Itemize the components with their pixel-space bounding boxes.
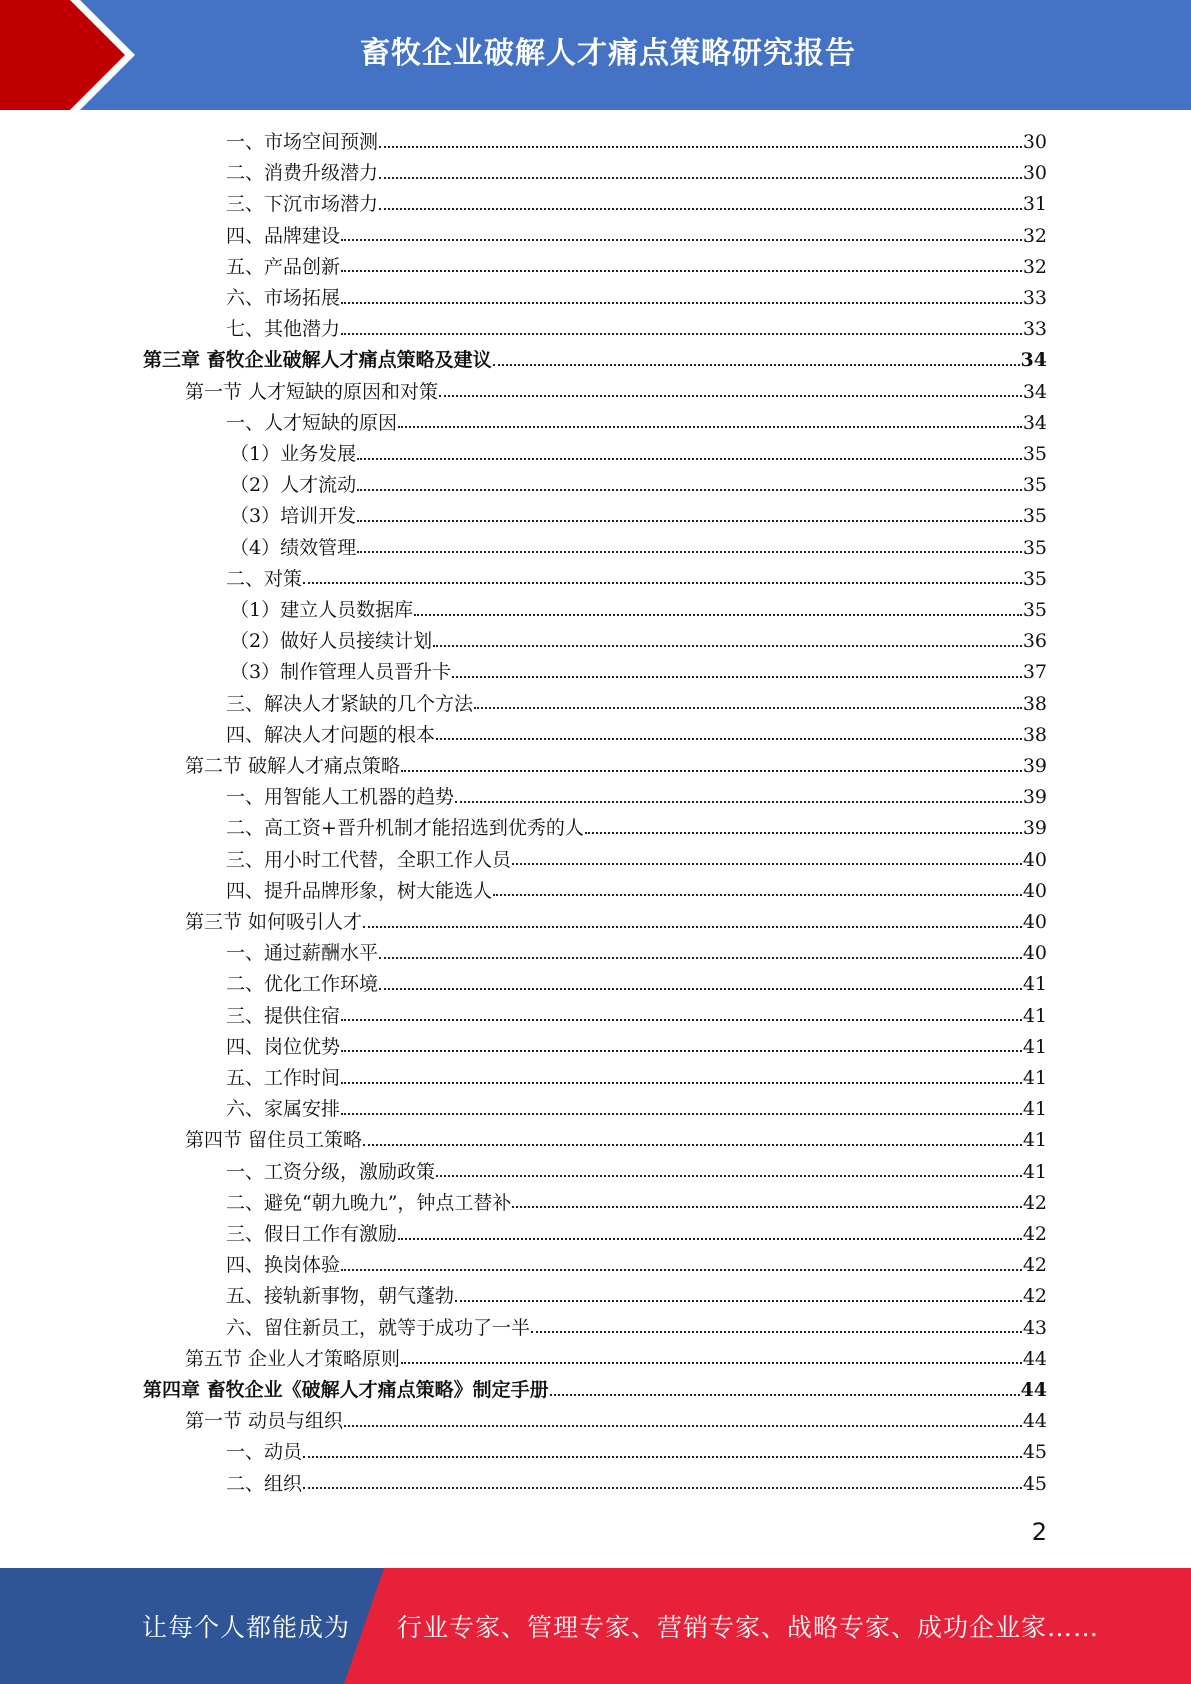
footer-slogan-right: 行业专家、管理专家、营销专家、战略专家、成功企业家…… xyxy=(397,1613,1100,1642)
toc-dot-leader xyxy=(436,1174,1022,1177)
toc-entry[interactable] xyxy=(226,222,1047,250)
toc-entry[interactable] xyxy=(226,1064,1047,1092)
toc-entry-title: 二、优化工作环境 xyxy=(226,973,379,996)
toc-entry-title: 一、用智能人工机器的趋势 xyxy=(226,786,455,809)
toc-dot-leader xyxy=(550,1393,1020,1396)
toc-entry-title: 五、接轨新事物，朝气蓬勃 xyxy=(226,1285,455,1308)
toc-entry-page: 42 xyxy=(1022,1254,1047,1277)
toc-entry[interactable] xyxy=(230,627,1047,655)
toc-entry-title: 第三章 畜牧企业破解人才痛点策略及建议 xyxy=(143,349,492,372)
toc-entry-title: 一、通过薪酬水平 xyxy=(226,942,379,965)
toc-dot-leader xyxy=(341,238,1022,241)
toc-entry-title: 第二节 破解人才痛点策略 xyxy=(185,755,401,777)
toc-entry[interactable] xyxy=(226,846,1047,874)
toc-entry-page: 42 xyxy=(1022,1285,1047,1308)
toc-entry-title: 六、家属安排 xyxy=(226,1098,341,1121)
toc-entry[interactable] xyxy=(226,1438,1047,1466)
toc-dot-leader xyxy=(344,1424,1022,1427)
toc-entry[interactable] xyxy=(226,939,1047,967)
toc-entry[interactable] xyxy=(226,721,1047,749)
toc-entry-title: 三、提供住宿 xyxy=(226,1004,341,1027)
toc-entry-page: 41 xyxy=(1022,1160,1047,1183)
toc-dot-leader xyxy=(452,675,1022,678)
toc-entry-title: 七、其他潜力 xyxy=(226,318,341,341)
toc-entry-page: 44 xyxy=(1022,1347,1047,1370)
toc-entry-title: 二、对策 xyxy=(226,567,303,590)
toc-entry[interactable] xyxy=(226,253,1047,281)
toc-entry-title: 一、动员 xyxy=(226,1441,303,1464)
toc-entry[interactable] xyxy=(226,128,1047,156)
toc-dot-leader xyxy=(303,581,1022,584)
toc-entry[interactable] xyxy=(230,471,1047,499)
toc-entry-page: 44 xyxy=(1020,1379,1047,1401)
toc-entry-page: 35 xyxy=(1022,505,1047,528)
toc-entry[interactable] xyxy=(230,596,1047,624)
toc-entry-title: 三、假日工作有激励 xyxy=(226,1223,398,1245)
toc-dot-leader xyxy=(414,613,1022,616)
toc-entry[interactable] xyxy=(226,159,1047,187)
toc-entry-title: 第四节 留住员工策略 xyxy=(185,1129,363,1152)
document-title: 畜牧企业破解人才痛点策略研究报告 xyxy=(360,36,856,71)
toc-entry-page: 41 xyxy=(1022,1004,1047,1027)
toc-entry-title: （3）培训开发 xyxy=(230,505,357,528)
toc-dot-leader xyxy=(303,1455,1022,1458)
toc-entry[interactable] xyxy=(185,1345,1047,1373)
toc-entry[interactable] xyxy=(226,1158,1047,1186)
toc-entry-page: 41 xyxy=(1022,1067,1047,1089)
toc-dot-leader xyxy=(436,737,1022,740)
toc-dot-leader xyxy=(401,769,1022,772)
toc-entry-page: 35 xyxy=(1022,536,1047,559)
toc-entry-title: 一、人才短缺的原因 xyxy=(226,411,398,434)
toc-dot-leader xyxy=(341,1049,1022,1052)
toc-entry-page: 32 xyxy=(1022,255,1047,278)
toc-entry-page: 38 xyxy=(1022,692,1047,715)
toc-entry[interactable] xyxy=(226,814,1047,842)
toc-entry[interactable] xyxy=(226,284,1047,312)
toc-dot-leader xyxy=(341,301,1022,304)
toc-dot-leader xyxy=(357,488,1022,491)
toc-entry-title: （4）绩效管理 xyxy=(230,536,357,559)
toc-dot-leader xyxy=(512,862,1022,865)
toc-entry[interactable] xyxy=(185,1126,1047,1154)
toc-dot-leader xyxy=(357,519,1022,522)
toc-entry-page: 42 xyxy=(1022,1223,1047,1245)
toc-entry-page: 34 xyxy=(1020,349,1047,372)
toc-entry[interactable] xyxy=(226,1189,1047,1217)
toc-dot-leader xyxy=(512,1205,1021,1208)
toc-entry-title: 三、用小时工代替，全职工作人员 xyxy=(226,848,512,871)
toc-entry-title: （2）人才流动 xyxy=(230,474,357,497)
footer-slogan-left: 让每个人都能成为 xyxy=(142,1613,351,1642)
toc-entry[interactable] xyxy=(230,502,1047,530)
toc-entry-page: 35 xyxy=(1022,567,1047,590)
toc-entry-page: 39 xyxy=(1022,817,1047,840)
toc-entry-title: 第一节 人才短缺的原因和对策 xyxy=(185,380,439,403)
toc-entry-title: 三、下沉市场潜力 xyxy=(226,193,379,216)
toc-entry-page: 41 xyxy=(1022,1129,1047,1152)
toc-dot-leader xyxy=(433,644,1022,647)
toc-entry-page: 33 xyxy=(1022,287,1047,309)
toc-entry-page: 34 xyxy=(1022,380,1047,403)
toc-entry[interactable] xyxy=(226,690,1047,718)
toc-dot-leader xyxy=(363,1143,1022,1146)
toc-entry-page: 40 xyxy=(1022,942,1047,965)
toc-entry-page: 44 xyxy=(1022,1410,1047,1433)
page-number: 2 xyxy=(1031,1518,1047,1546)
toc-entry-page: 34 xyxy=(1022,411,1047,434)
toc-entry[interactable] xyxy=(226,783,1047,811)
toc-entry-page: 35 xyxy=(1022,443,1047,465)
toc-dot-leader xyxy=(474,706,1022,709)
toc-entry-title: （1）业务发展 xyxy=(230,443,357,465)
toc-entry-title: 一、市场空间预测 xyxy=(226,131,379,153)
toc-entry-title: （1）建立人员数据库 xyxy=(230,599,414,621)
toc-dot-leader xyxy=(357,550,1022,553)
toc-dot-leader xyxy=(585,831,1022,834)
toc-entry-title: 六、留住新员工，就等于成功了一半 xyxy=(226,1316,531,1339)
toc-entry[interactable] xyxy=(230,440,1047,468)
toc-entry[interactable] xyxy=(185,378,1047,406)
page-header xyxy=(0,0,1191,110)
toc-entry-title: 六、市场拓展 xyxy=(226,287,341,309)
toc-dot-leader xyxy=(401,1361,1022,1364)
toc-entry-page: 30 xyxy=(1022,131,1047,153)
toc-dot-leader xyxy=(531,1330,1022,1333)
toc-dot-leader xyxy=(341,269,1022,272)
page-footer xyxy=(0,1568,1191,1684)
toc-entry-title: 二、高工资+晋升机制才能招选到优秀的人 xyxy=(226,817,584,840)
toc-entry-page: 30 xyxy=(1022,162,1047,185)
toc-entry-page: 42 xyxy=(1022,1191,1047,1214)
toc-entry[interactable] xyxy=(226,565,1047,593)
toc-entry[interactable] xyxy=(230,658,1047,686)
toc-dot-leader xyxy=(455,1299,1022,1302)
toc-entry-page: 35 xyxy=(1022,599,1047,621)
toc-entry-title: 五、工作时间 xyxy=(226,1067,341,1089)
toc-entry-title: 二、组织 xyxy=(226,1472,303,1495)
toc-entry-page: 41 xyxy=(1022,1098,1047,1121)
toc-entry-title: 四、提升品牌形象，树大能选人 xyxy=(226,879,493,902)
toc-entry-title: 第三节 如何吸引人才 xyxy=(185,911,363,933)
toc-entry-page: 36 xyxy=(1022,630,1047,653)
toc-entry[interactable] xyxy=(185,752,1047,780)
toc-dot-leader xyxy=(341,1268,1022,1271)
toc-dot-leader xyxy=(357,457,1022,460)
toc-dot-leader xyxy=(341,1112,1022,1115)
toc-entry-title: 四、解决人才问题的根本 xyxy=(226,723,436,746)
toc-entry-title: 一、工资分级，激励政策 xyxy=(226,1160,436,1183)
toc-entry-page: 37 xyxy=(1022,661,1047,684)
toc-entry[interactable] xyxy=(226,1095,1047,1123)
toc-dot-leader xyxy=(398,1237,1022,1240)
toc-entry-title: 第一节 动员与组织 xyxy=(185,1410,344,1433)
toc-dot-leader xyxy=(363,925,1022,928)
toc-entry[interactable] xyxy=(226,409,1047,437)
toc-dot-leader xyxy=(341,332,1022,335)
toc-entry[interactable] xyxy=(143,1376,1047,1404)
toc-dot-leader xyxy=(303,1486,1022,1489)
toc-dot-leader xyxy=(379,176,1022,179)
toc-entry[interactable] xyxy=(226,1033,1047,1061)
toc-entry[interactable] xyxy=(143,346,1047,374)
toc-entry[interactable] xyxy=(226,190,1047,218)
toc-entry-title: 四、换岗体验 xyxy=(226,1254,341,1277)
toc-entry[interactable] xyxy=(226,315,1047,343)
toc-entry-page: 40 xyxy=(1022,879,1047,902)
toc-entry[interactable] xyxy=(230,534,1047,562)
toc-entry-title: 第五节 企业人才策略原则 xyxy=(185,1347,401,1370)
toc-entry-title: 二、消费升级潜力 xyxy=(226,162,379,185)
toc-entry-title: （3）制作管理人员晋升卡 xyxy=(230,661,452,684)
toc-dot-leader xyxy=(455,800,1022,803)
toc-entry-page: 43 xyxy=(1022,1316,1047,1339)
toc-entry-title: 五、产品创新 xyxy=(226,255,341,278)
toc-entry-title: 二、避免“朝九晚九”，钟点工替补 xyxy=(226,1191,512,1214)
toc-entry[interactable] xyxy=(185,1407,1047,1435)
toc-entry[interactable] xyxy=(226,1251,1047,1279)
toc-entry-page: 40 xyxy=(1022,848,1047,871)
toc-entry-page: 45 xyxy=(1022,1472,1047,1495)
toc-dot-leader xyxy=(493,893,1022,896)
toc-entry-page: 41 xyxy=(1022,1035,1047,1058)
toc-entry[interactable] xyxy=(226,970,1047,998)
toc-entry-page: 41 xyxy=(1022,973,1047,996)
toc-entry[interactable] xyxy=(226,1470,1047,1498)
toc-entry[interactable] xyxy=(226,1282,1047,1310)
toc-dot-leader xyxy=(379,207,1022,210)
toc-dot-leader xyxy=(379,987,1022,990)
toc-entry-page: 33 xyxy=(1022,318,1047,341)
toc-dot-leader xyxy=(341,1018,1022,1021)
toc-dot-leader xyxy=(439,394,1022,397)
toc-entry[interactable] xyxy=(185,908,1047,936)
toc-entry[interactable] xyxy=(226,1314,1047,1342)
toc-entry-page: 32 xyxy=(1022,224,1047,247)
toc-entry-page: 35 xyxy=(1022,474,1047,497)
toc-entry-page: 45 xyxy=(1022,1441,1047,1464)
toc-entry-page: 31 xyxy=(1022,193,1047,216)
toc-entry[interactable] xyxy=(226,877,1047,905)
toc-entry-page: 39 xyxy=(1022,786,1047,809)
toc-entry-title: 第四章 畜牧企业《破解人才痛点策略》制定手册 xyxy=(143,1379,549,1401)
toc-entry-page: 40 xyxy=(1022,911,1047,933)
toc-dot-leader xyxy=(493,363,1020,366)
toc-entry-title: 四、品牌建设 xyxy=(226,224,341,247)
toc-entry-page: 38 xyxy=(1022,723,1047,746)
toc-entry-title: （2）做好人员接续计划 xyxy=(230,630,433,653)
toc-entry-page: 39 xyxy=(1022,755,1047,777)
toc-entry[interactable] xyxy=(226,1220,1047,1248)
toc-dot-leader xyxy=(379,145,1022,148)
toc-entry[interactable] xyxy=(226,1002,1047,1030)
toc-dot-leader xyxy=(398,425,1022,428)
toc-dot-leader xyxy=(379,956,1022,959)
toc-dot-leader xyxy=(341,1081,1022,1084)
toc-entry-title: 四、岗位优势 xyxy=(226,1035,341,1058)
toc-entry-title: 三、解决人才紧缺的几个方法 xyxy=(226,692,474,715)
